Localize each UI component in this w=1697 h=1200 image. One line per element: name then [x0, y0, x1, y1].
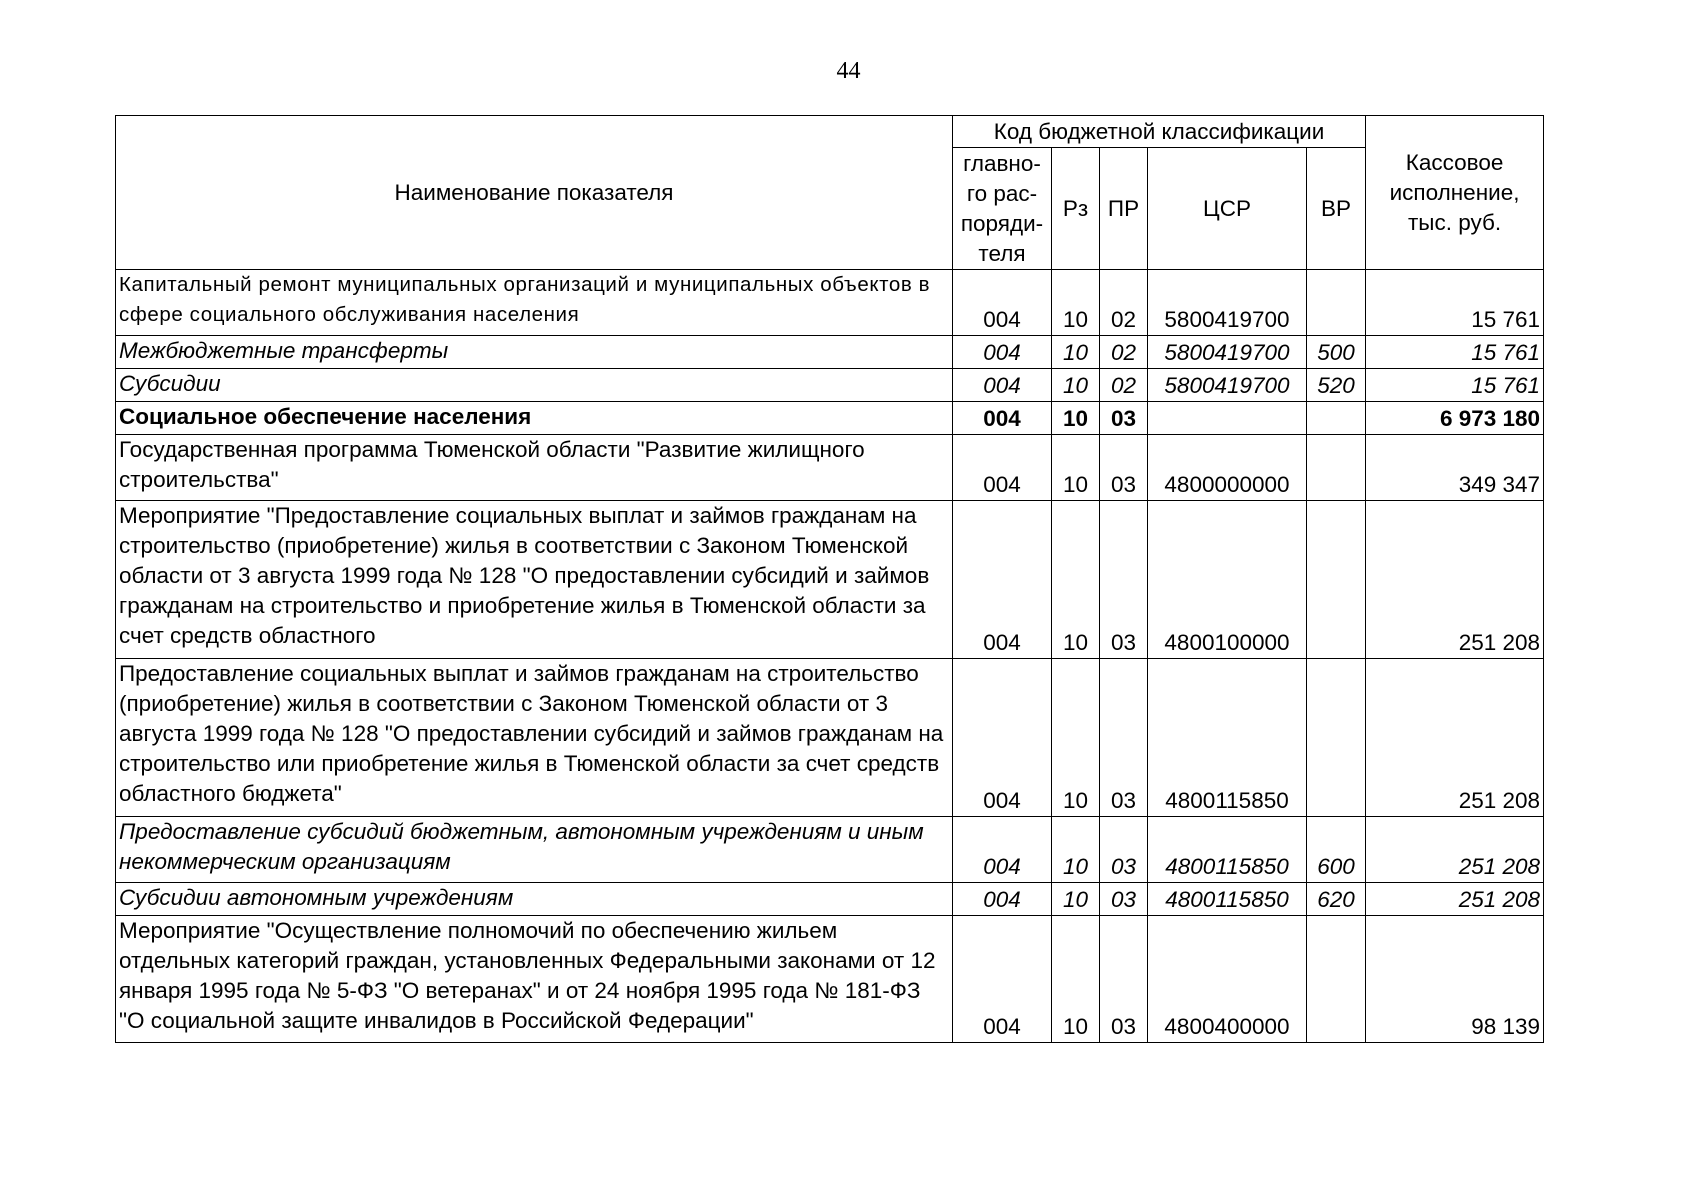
row-grs: 004: [953, 435, 1052, 501]
row-csr: 4800400000: [1148, 916, 1307, 1043]
row-vr: [1307, 501, 1366, 659]
table-row: [116, 817, 1544, 883]
row-rz: 10: [1052, 916, 1100, 1043]
row-csr: 4800000000: [1148, 435, 1307, 501]
table-row: [116, 659, 1544, 817]
row-pr: 03: [1100, 883, 1148, 916]
row-amount: 251 208: [1366, 817, 1544, 883]
header-grs: главно-го рас-поряди-теля: [953, 148, 1052, 270]
row-csr: 4800100000: [1148, 501, 1307, 659]
table-row: [116, 435, 1544, 501]
row-vr: [1307, 916, 1366, 1043]
header-pr: ПР: [1100, 148, 1148, 270]
row-name: Мероприятие "Предоставление социальных выплат и займов гражданам на строительство (приобретение) жилья в соответствии с Законом Тюменской области от 3 августа 1999 года № 128 "О предоставлении субсидий и займов гражданам на строительство и приобретение жилья в Тюменской области за счет средств областного: [119, 503, 930, 648]
row-name: Мероприятие "Осуществление полномочий по обеспечению жильем отдельных категорий граждан, установленных Федеральными законами от 12 января 1995 года № 5-ФЗ "О ветеранах" и от 24 ноября 1995 года № 181-ФЗ "О социальной защите инвалидов в Российской Федерации": [116, 916, 953, 1043]
header-kbk-group: Код бюджетной классификации: [953, 116, 1366, 148]
page-number: 44: [836, 58, 861, 84]
row-vr: [1307, 402, 1366, 435]
table-row: [116, 402, 1544, 435]
row-grs: 004: [953, 501, 1052, 659]
row-amount: 15 761: [1366, 336, 1544, 369]
row-name: Субсидии: [116, 369, 953, 402]
row-rz: 10: [1052, 336, 1100, 369]
table-row: [116, 270, 1544, 336]
header-vr: ВР: [1307, 148, 1366, 270]
row-amount: 15 761: [1366, 369, 1544, 402]
row-pr: 02: [1100, 369, 1148, 402]
row-csr: 4800115850: [1148, 659, 1307, 817]
row-amount: 251 208: [1366, 883, 1544, 916]
row-pr: 03: [1100, 435, 1148, 501]
row-csr: 4800115850: [1148, 817, 1307, 883]
row-rz: 10: [1052, 270, 1100, 336]
row-csr: 4800115850: [1148, 883, 1307, 916]
row-rz: 10: [1052, 883, 1100, 916]
header-amount: Кассовое исполнение, тыс. руб.: [1366, 116, 1544, 270]
row-grs: 004: [953, 916, 1052, 1043]
row-vr: [1307, 435, 1366, 501]
table-row: [116, 369, 1544, 402]
row-amount: 251 208: [1366, 659, 1544, 817]
row-grs: 004: [953, 817, 1052, 883]
row-name: Капитальный ремонт муниципальных организаций и муниципальных объектов в сфере социального обслуживания населения: [116, 270, 953, 336]
table-row: [116, 501, 1544, 659]
row-csr: 5800419700: [1148, 336, 1307, 369]
row-rz: 10: [1052, 369, 1100, 402]
row-csr: 5800419700: [1148, 270, 1307, 336]
row-name-cell: [116, 501, 953, 659]
row-grs: 004: [953, 402, 1052, 435]
row-pr: 03: [1100, 817, 1148, 883]
row-name: Межбюджетные трансферты: [116, 336, 953, 369]
row-grs: 004: [953, 336, 1052, 369]
table-row: [116, 883, 1544, 916]
row-amount: 349 347: [1366, 435, 1544, 501]
row-amount: 6 973 180: [1366, 402, 1544, 435]
table-row: [116, 336, 1544, 369]
row-vr: [1307, 659, 1366, 817]
row-grs: 004: [953, 659, 1052, 817]
row-pr: 02: [1100, 270, 1148, 336]
row-amount: 98 139: [1366, 916, 1544, 1043]
row-csr: [1148, 402, 1307, 435]
row-pr: 03: [1100, 659, 1148, 817]
row-name: Государственная программа Тюменской области "Развитие жилищного строительства": [116, 435, 953, 501]
row-amount: 251 208: [1366, 501, 1544, 659]
row-grs: 004: [953, 270, 1052, 336]
row-name: Предоставление социальных выплат и займов гражданам на строительство (приобретение) жилья в соответствии с Законом Тюменской области от 3 августа 1999 года № 128 "О предоставлении субсидий и займов гражданам на строительство или приобретение жилья в Тюменской области за счет средств областного бюджета": [116, 659, 953, 817]
table-row: [116, 916, 1544, 1043]
header-rz: Рз: [1052, 148, 1100, 270]
row-rz: 10: [1052, 817, 1100, 883]
row-name: Предоставление субсидий бюджетным, автономным учреждениям и иным некоммерческим организациям: [116, 817, 953, 883]
row-vr: [1307, 270, 1366, 336]
row-rz: 10: [1052, 402, 1100, 435]
header-csr: ЦСР: [1148, 148, 1307, 270]
row-rz: 10: [1052, 435, 1100, 501]
row-grs: 004: [953, 369, 1052, 402]
row-name: Социальное обеспечение населения: [116, 402, 953, 435]
row-vr: 620: [1307, 883, 1366, 916]
row-pr: 03: [1100, 501, 1148, 659]
row-csr: 5800419700: [1148, 369, 1307, 402]
row-rz: 10: [1052, 501, 1100, 659]
row-grs: 004: [953, 883, 1052, 916]
row-vr: 520: [1307, 369, 1366, 402]
row-vr: 500: [1307, 336, 1366, 369]
row-vr: 600: [1307, 817, 1366, 883]
row-rz: 10: [1052, 659, 1100, 817]
budget-table: [115, 115, 1544, 1043]
row-amount: 15 761: [1366, 270, 1544, 336]
row-pr: 02: [1100, 336, 1148, 369]
header-name: Наименование показателя: [116, 116, 953, 270]
row-name: Субсидии автономным учреждениям: [116, 883, 953, 916]
row-pr: 03: [1100, 402, 1148, 435]
row-pr: 03: [1100, 916, 1148, 1043]
